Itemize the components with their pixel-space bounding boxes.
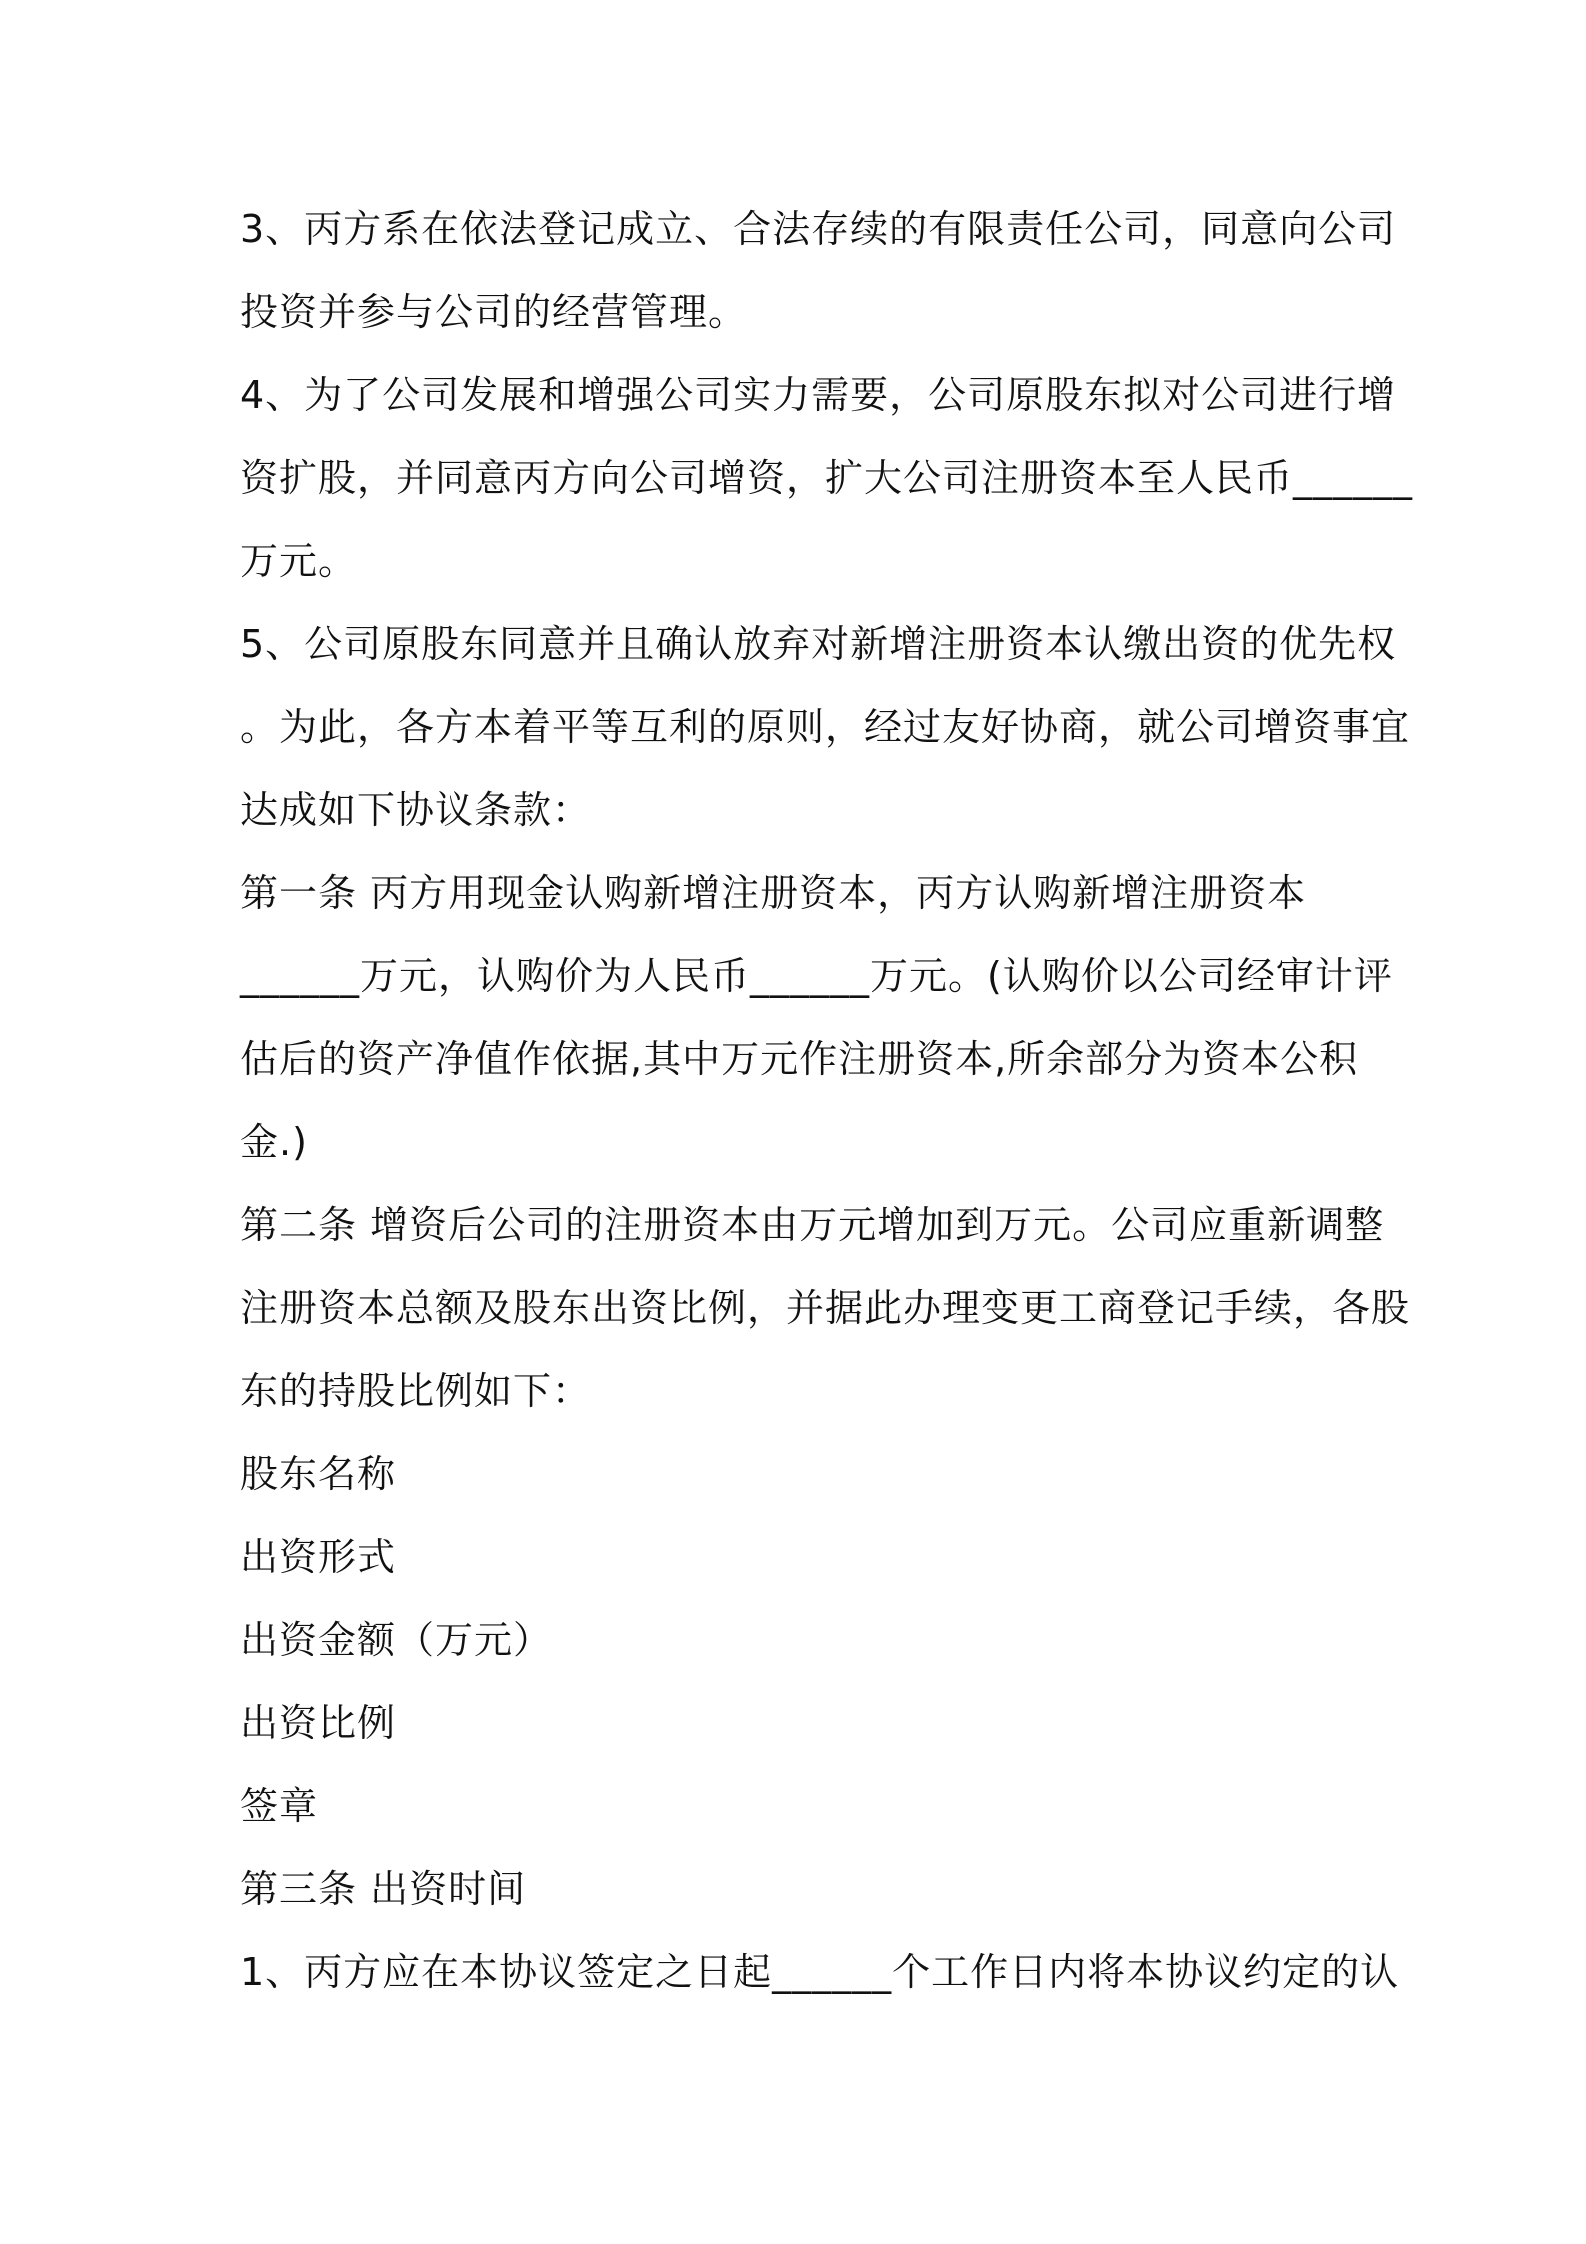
text-line: 金.) xyxy=(240,1120,308,1164)
table-label-contribution-ratio: 出资比例 xyxy=(240,1701,397,1745)
text-line: 万元。 xyxy=(240,539,358,583)
table-label-contribution-form: 出资形式 xyxy=(240,1535,397,1579)
text-line: 注册资本总额及股东出资比例，并据此办理变更工商登记手续，各股 xyxy=(240,1286,1411,1330)
text-line: 估后的资产净值作依据,其中万元作注册资本,所余部分为资本公积 xyxy=(240,1037,1359,1081)
table-label-shareholder-name: 股东名称 xyxy=(240,1452,397,1496)
text-line: 5、公司原股东同意并且确认放弃对新增注册资本认缴出资的优先权 xyxy=(240,622,1397,666)
text-line: 4、为了公司发展和增强公司实力需要，公司原股东拟对公司进行增 xyxy=(240,373,1397,417)
text-line: 投资并参与公司的经营管理。 xyxy=(240,290,748,334)
text-line: 3、丙方系在依法登记成立、合法存续的有限责任公司，同意向公司 xyxy=(240,207,1397,251)
text-line: 。为此，各方本着平等互利的原则，经过友好协商，就公司增资事宜 xyxy=(240,705,1411,749)
text-line: 第一条 丙方用现金认购新增注册资本，丙方认购新增注册资本 xyxy=(240,871,1307,915)
text-line: 1、丙方应在本协议签定之日起______个工作日内将本协议约定的认 xyxy=(240,1950,1400,1994)
article-heading: 第三条 出资时间 xyxy=(240,1867,527,1911)
text-line: 资扩股，并同意丙方向公司增资，扩大公司注册资本至人民币______ xyxy=(240,456,1414,500)
text-line: 东的持股比例如下： xyxy=(240,1369,592,1413)
table-label-signature: 签章 xyxy=(240,1784,319,1828)
text-line: 第二条 增资后公司的注册资本由万元增加到万元。公司应重新调整 xyxy=(240,1203,1385,1247)
table-label-contribution-amount: 出资金额（万元） xyxy=(240,1618,553,1662)
text-line: ______万元，认购价为人民币______万元。(认购价以公司经审计评 xyxy=(240,954,1393,998)
text-line: 达成如下协议条款： xyxy=(240,788,592,832)
